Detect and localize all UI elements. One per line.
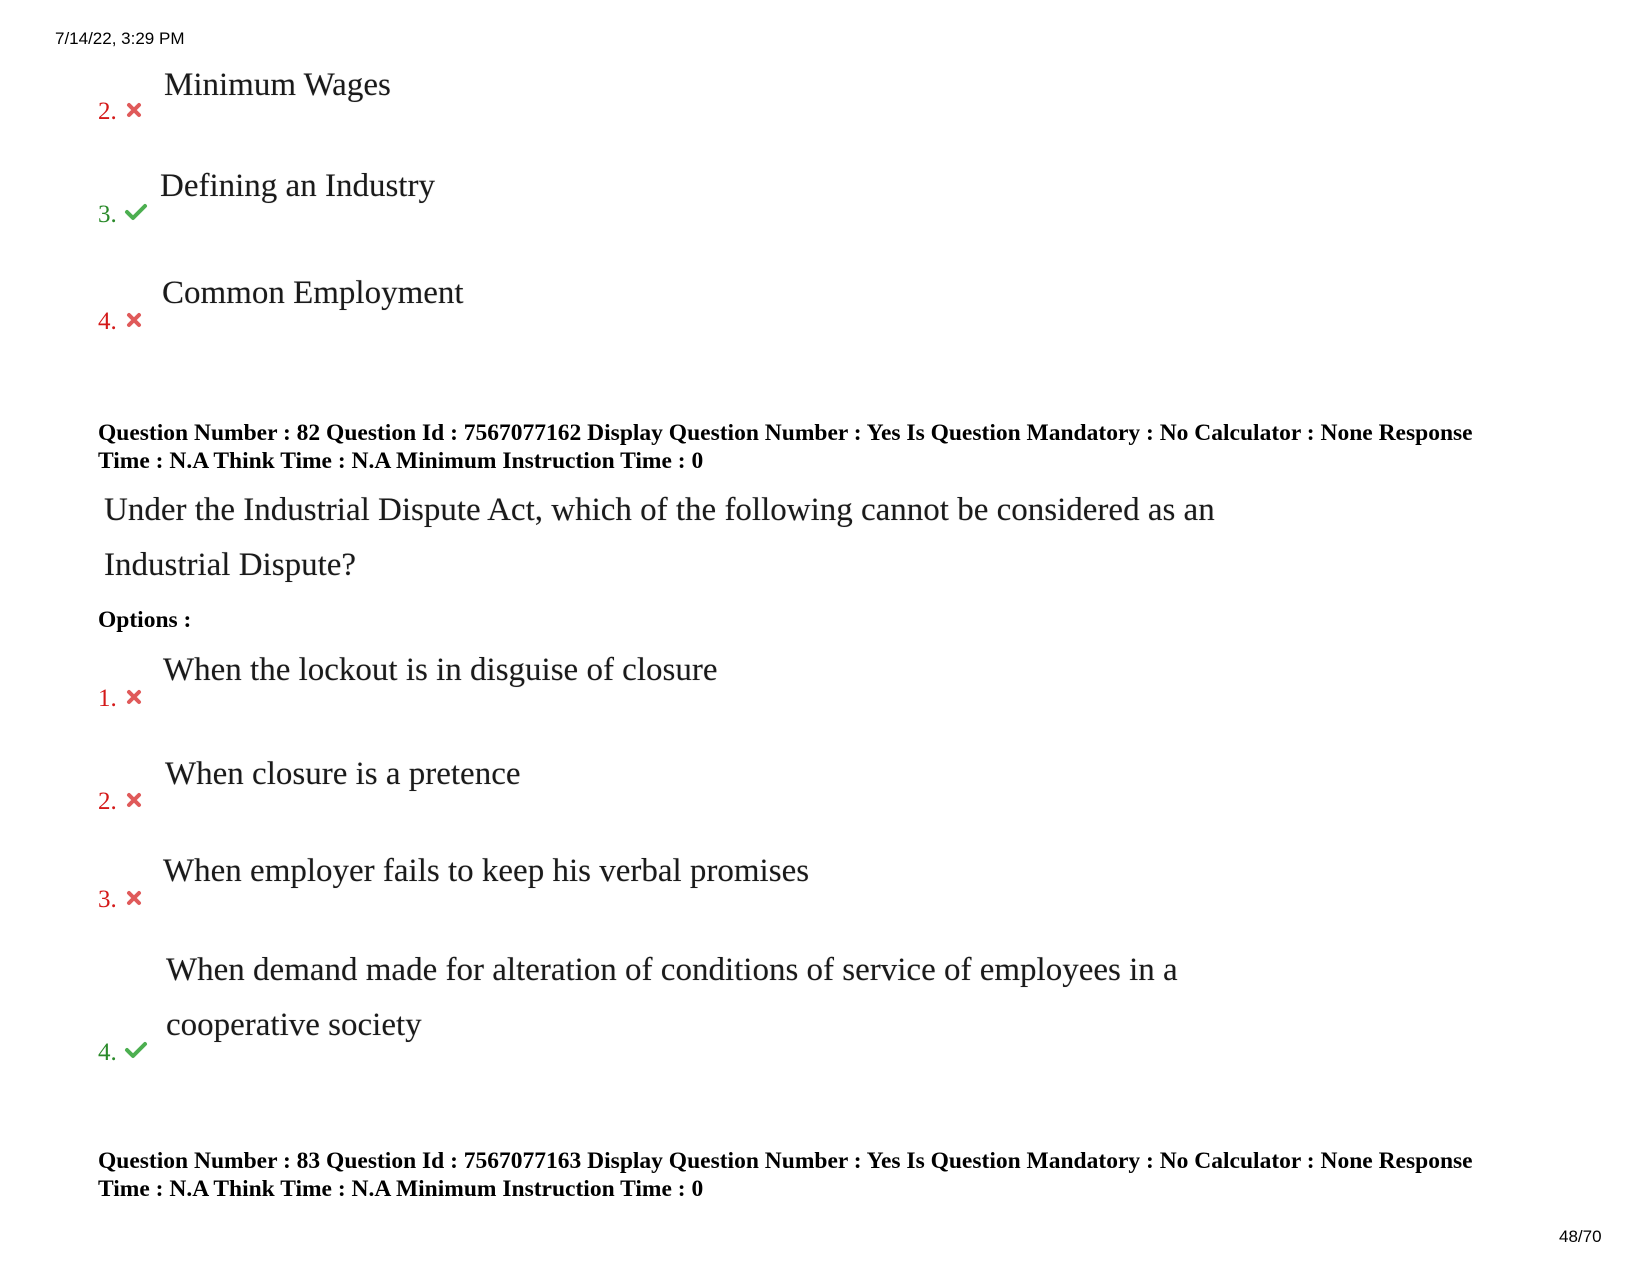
options-label: Options : (98, 607, 192, 633)
option-text-line: When demand made for alteration of conditions of service of employees in a (166, 952, 1178, 988)
question-meta (98, 419, 1598, 475)
option-number: 3. (98, 886, 117, 913)
option-text: When the lockout is in disguise of closure (163, 652, 718, 688)
check-icon (124, 202, 148, 222)
option-number: 4. (98, 308, 117, 335)
option-number: 2. (98, 788, 117, 815)
question-meta-line: Time : N.A Think Time : N.A Minimum Instruction Time : 0 (98, 448, 704, 474)
cross-icon (124, 888, 144, 908)
option-number: 2. (98, 98, 117, 125)
option-number: 4. (98, 1039, 117, 1066)
option-number: 1. (98, 685, 117, 712)
option-text: When employer fails to keep his verbal promises (163, 853, 810, 889)
cross-icon (124, 310, 144, 330)
option-text-line: cooperative society (166, 1007, 422, 1043)
cross-icon (124, 100, 144, 120)
question-text-line: Under the Industrial Dispute Act, which of the following cannot be considered as an (104, 492, 1215, 528)
check-icon (124, 1040, 148, 1060)
option-text: Minimum Wages (164, 67, 391, 103)
question-meta-line: Question Number : 83 Question Id : 7567077163 Display Question Number : Yes Is Question Mandatory : No Calculator : None Response (98, 1148, 1473, 1174)
page-number: 48/70 (1559, 1227, 1602, 1246)
question-meta (98, 1147, 1598, 1203)
option-text: Common Employment (162, 275, 464, 311)
question-text-line: Industrial Dispute? (104, 547, 357, 583)
question-meta-line: Time : N.A Think Time : N.A Minimum Instruction Time : 0 (98, 1176, 704, 1202)
cross-icon (124, 687, 144, 707)
option-text: Defining an Industry (160, 168, 435, 204)
option-number: 3. (98, 201, 117, 228)
print-timestamp: 7/14/22, 3:29 PM (55, 29, 185, 48)
option-text: When closure is a pretence (165, 756, 521, 792)
cross-icon (124, 790, 144, 810)
question-meta-line: Question Number : 82 Question Id : 7567077162 Display Question Number : Yes Is Question Mandatory : No Calculator : None Response (98, 420, 1473, 446)
